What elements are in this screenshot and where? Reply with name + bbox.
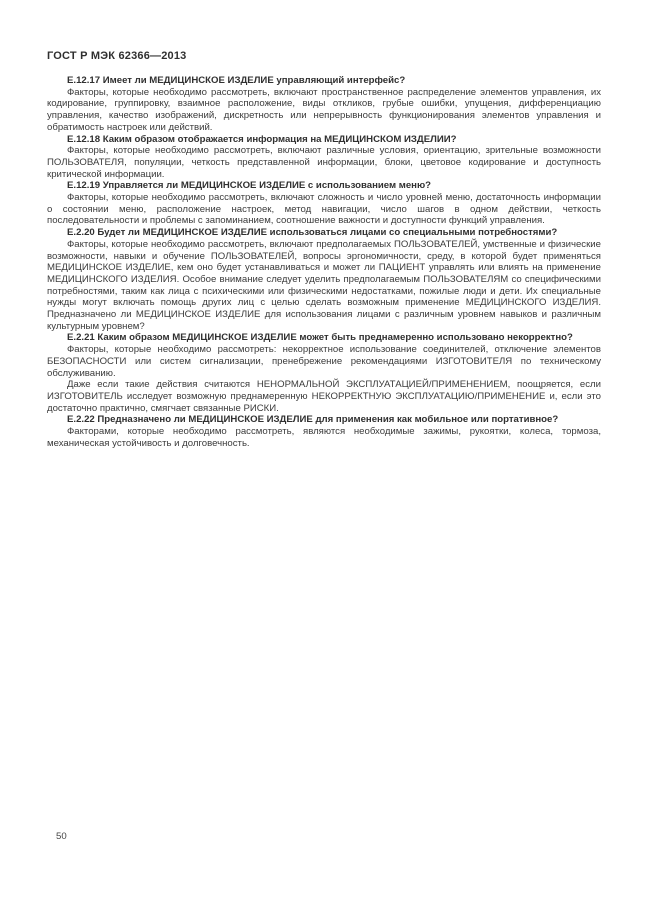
section-heading-e12-18: Е.12.18 Каким образом отображается информация на МЕДИЦИНСКОМ ИЗДЕЛИИ? bbox=[67, 133, 457, 145]
section-paragraph: Факторы, которые необходимо рассмотреть, включают предполагаемых ПОЛЬЗОВАТЕЛЕЙ, умственные и физические возможности, навыки и обучение ПОЛЬЗОВАТЕЛЕЙ, вопросы эргономичности, среду, в которой будет применяться МЕДИЦИНСКОЕ ИЗДЕЛИЕ, кем оно будет устанавливаться и может ли ПАЦИЕНТ управлять или влиять на применение МЕДИЦИНСКОГО ИЗДЕЛИЯ. Особое внимание следует уделить предполагаемым ПОЛЬЗОВАТЕЛЯМ со специфическими потребностями, таким как лица с психическими или физическими недостатками, пожилые люди и дети. Их специальные нужды могут включать помощь других лиц с целью сделать возможным применение МЕДИЦИНСКОГО ИЗДЕЛИЯ. Предназначено ли МЕДИЦИНСКОЕ ИЗДЕЛИЕ для использования лицами с различным уровнем навыков и различным культурным уровнем? bbox=[47, 238, 601, 332]
section-paragraph: Факторы, которые необходимо рассмотреть, включают пространственное распределение элементов управления, их кодирование, группировку, взаимное расположение, виды откликов, грубые ошибки, упущения, дифференциацию управления, качество изображений, дискретность или непрерывность функционирования элементов управления и обратимость настроек или действий. bbox=[47, 86, 601, 133]
section-paragraph: Факторами, которые необходимо рассмотреть, являются необходимые зажимы, рукоятки, колеса, тормоза, механическая устойчивость и долговечность. bbox=[47, 426, 601, 449]
section-paragraph: Факторы, которые необходимо рассмотреть: некорректное использование соединителей, отключение элементов БЕЗОПАСНОСТИ или систем сигнализации, пренебрежение рекомендациями ИЗГОТОВИТЕЛЯ по техническому обслуживанию. bbox=[47, 344, 601, 379]
page-number: 50 bbox=[56, 831, 67, 842]
section-paragraph: Факторы, которые необходимо рассмотреть, включают различные условия, ориентацию, зрительные возможности ПОЛЬЗОВАТЕЛЯ, популяции, четкость представленной информации, блоки, цветовое кодирование и доступность критической информации. bbox=[47, 145, 601, 180]
section-paragraph: Факторы, которые необходимо рассмотреть, включают сложность и число уровней меню, достаточность информации о состоянии меню, расположение настроек, метод навигации, число шагов в одном действии, четкость последовательности и проблемы с запоминанием, соотношение важности и доступности функций управления. bbox=[47, 192, 601, 227]
section-heading-e12-17: Е.12.17 Имеет ли МЕДИЦИНСКОЕ ИЗДЕЛИЕ управляющий интерфейс? bbox=[67, 75, 406, 86]
section-heading-e2-22: Е.2.22 Предназначено ли МЕДИЦИНСКОЕ ИЗДЕЛИЕ для применения как мобильное или портативное? bbox=[67, 414, 559, 426]
section-heading-e12-19: Е.12.19 Управляется ли МЕДИЦИНСКОЕ ИЗДЕЛИЕ с использованием меню? bbox=[67, 180, 432, 192]
document-header-title: ГОСТ Р МЭК 62366—2013 bbox=[47, 50, 187, 62]
section-heading-e2-21: Е.2.21 Каким образом МЕДИЦИНСКОЕ ИЗДЕЛИЕ может быть преднамеренно использовано некорректно? bbox=[67, 332, 573, 344]
document-body bbox=[47, 75, 601, 450]
section-paragraph: Даже если такие действия считаются НЕНОРМАЛЬНОЙ ЭКСПЛУАТАЦИЕЙ/ПРИМЕНЕНИЕМ, поощряется, если ИЗГОТОВИТЕЛЬ исследует возможную преднамеренную НЕКОРРЕКТНУЮ ЭКСПЛУАТАЦИЮ/ПРИМЕНЕНИЕ и, если это достаточно практично, смягчает связанные РИСКИ. bbox=[47, 379, 601, 414]
section-heading-e2-20: Е.2.20 Будет ли МЕДИЦИНСКОЕ ИЗДЕЛИЕ использоваться лицами со специальными потребностями? bbox=[67, 227, 558, 239]
